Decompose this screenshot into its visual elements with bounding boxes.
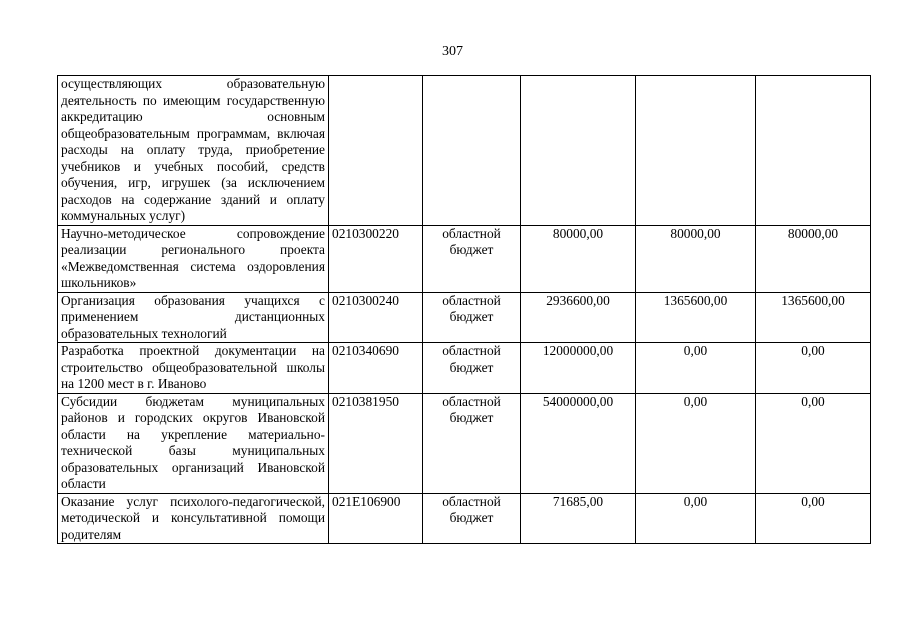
row-amount-2 <box>636 76 756 226</box>
row-amount-2: 0,00 <box>636 493 756 544</box>
row-source: областной бюджет <box>423 393 521 493</box>
row-amount-3: 0,00 <box>756 493 871 544</box>
row-code: 021E106900 <box>329 493 423 544</box>
row-source: областной бюджет <box>423 292 521 343</box>
row-amount-2: 0,00 <box>636 343 756 394</box>
row-amount-1: 80000,00 <box>521 225 636 292</box>
row-code: 0210340690 <box>329 343 423 394</box>
table-row <box>58 393 871 493</box>
row-amount-3: 0,00 <box>756 393 871 493</box>
row-code: 0210381950 <box>329 393 423 493</box>
row-amount-1: 12000000,00 <box>521 343 636 394</box>
row-amount-2: 1365600,00 <box>636 292 756 343</box>
page-number: 307 <box>442 44 463 59</box>
row-source <box>423 76 521 226</box>
table-row <box>58 76 871 226</box>
row-description: Разработка проектной документации на строительство общеобразовательной школы на 1200 мест в г. Иваново <box>58 343 329 394</box>
table-row <box>58 225 871 292</box>
row-amount-1: 2936600,00 <box>521 292 636 343</box>
row-amount-1: 71685,00 <box>521 493 636 544</box>
row-amount-1 <box>521 76 636 226</box>
row-source: областной бюджет <box>423 225 521 292</box>
row-code: 0210300240 <box>329 292 423 343</box>
row-code <box>329 76 423 226</box>
table-row <box>58 343 871 394</box>
row-amount-2: 0,00 <box>636 393 756 493</box>
row-description: Организация образования учащихся с применением дистанционных образовательных технологий <box>58 292 329 343</box>
row-source: областной бюджет <box>423 493 521 544</box>
row-amount-3: 80000,00 <box>756 225 871 292</box>
row-amount-3 <box>756 76 871 226</box>
row-description: Оказание услуг психолого-педагогической, методической и консультативной помощи родителям <box>58 493 329 544</box>
row-description: Научно-методическое сопровождение реализации регионального проекта «Межведомственная система оздоровления школьников» <box>58 225 329 292</box>
row-amount-3: 1365600,00 <box>756 292 871 343</box>
row-amount-1: 54000000,00 <box>521 393 636 493</box>
table-row <box>58 292 871 343</box>
budget-table <box>57 75 871 544</box>
row-source: областной бюджет <box>423 343 521 394</box>
row-amount-2: 80000,00 <box>636 225 756 292</box>
row-amount-3: 0,00 <box>756 343 871 394</box>
row-code: 0210300220 <box>329 225 423 292</box>
table-row <box>58 493 871 544</box>
row-description: осуществляющих образовательную деятельность по имеющим государственную аккредитацию основным общеобразовательным программам, включая расходы на оплату труда, приобретение учебников и учебных пособий, средств обучения, игр, игрушек (за исключением расходов на содержание зданий и оплату коммунальных услуг) <box>58 76 329 226</box>
row-description: Субсидии бюджетам муниципальных районов и городских округов Ивановской области на укрепление материально-технической базы муниципальных образовательных организаций Ивановской области <box>58 393 329 493</box>
